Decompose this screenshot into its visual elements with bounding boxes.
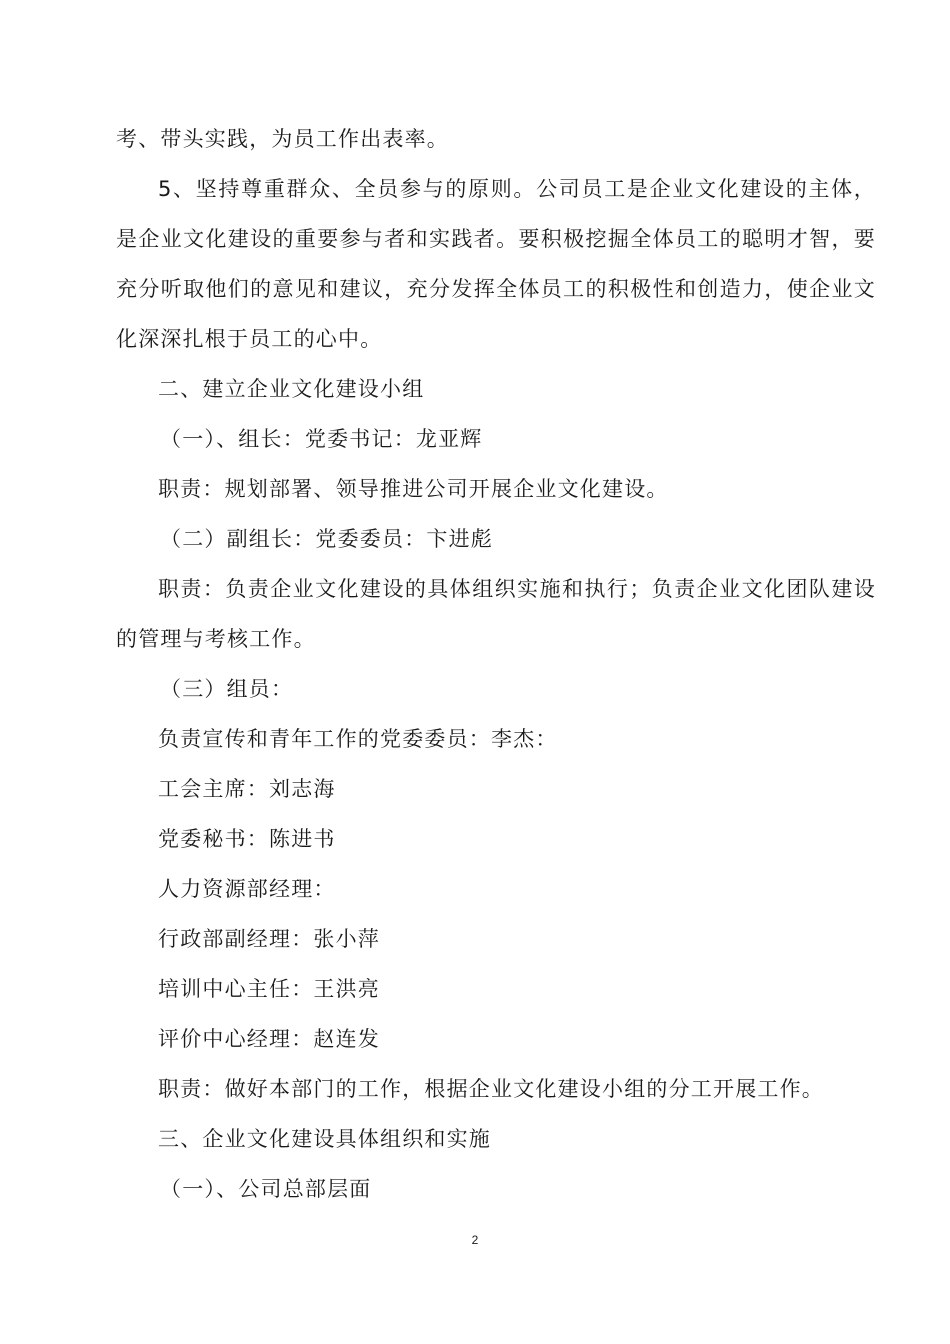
- member-line: 负责宣传和青年工作的党委委员：李杰：: [158, 727, 558, 751]
- paragraph-line: 职责：负责企业文化建设的具体组织实施和执行；负责企业文化团队建设: [158, 577, 876, 601]
- subsection-heading: （一）、公司总部层面: [160, 1177, 372, 1201]
- section-heading: 二、建立企业文化建设小组: [158, 377, 425, 401]
- subsection-heading: （二）副组长：党委委员：卞进彪: [160, 527, 493, 551]
- member-line: 工会主席：刘志海: [158, 777, 336, 801]
- subsection-heading: （三）组员：: [160, 677, 294, 701]
- body-text: [116, 114, 876, 1214]
- page-number: 2: [471, 1233, 479, 1247]
- paragraph-line: 充分听取他们的意见和建议，充分发挥全体员工的积极性和创造力，使企业文: [116, 277, 876, 301]
- section-heading: 三、企业文化建设具体组织和实施: [158, 1127, 491, 1151]
- paragraph-line: 职责：做好本部门的工作，根据企业文化建设小组的分工开展工作。: [158, 1077, 824, 1101]
- member-line: 培训中心主任：王洪亮: [158, 977, 380, 1001]
- member-line: 行政部副经理：张小萍: [158, 927, 380, 951]
- paragraph-line: 考、带头实践，为员工作出表率。: [116, 127, 449, 151]
- member-line: 党委秘书：陈进书: [158, 827, 336, 851]
- member-line: 人力资源部经理：: [158, 877, 336, 901]
- paragraph-line: 的管理与考核工作。: [116, 627, 316, 651]
- paragraph-line: 是企业文化建设的重要参与者和实践者。要积极挖掘全体员工的聪明才智，要: [116, 227, 876, 251]
- member-line: 评价中心经理：赵连发: [158, 1027, 380, 1051]
- paragraph-line: 职责：规划部署、领导推进公司开展企业文化建设。: [158, 477, 669, 501]
- paragraph-line: 5、坚持尊重群众、全员参与的原则。公司员工是企业文化建设的主体，: [158, 177, 876, 201]
- paragraph-line: 化深深扎根于员工的心中。: [116, 327, 383, 351]
- subsection-heading: （一）、组长：党委书记：龙亚辉: [160, 427, 483, 451]
